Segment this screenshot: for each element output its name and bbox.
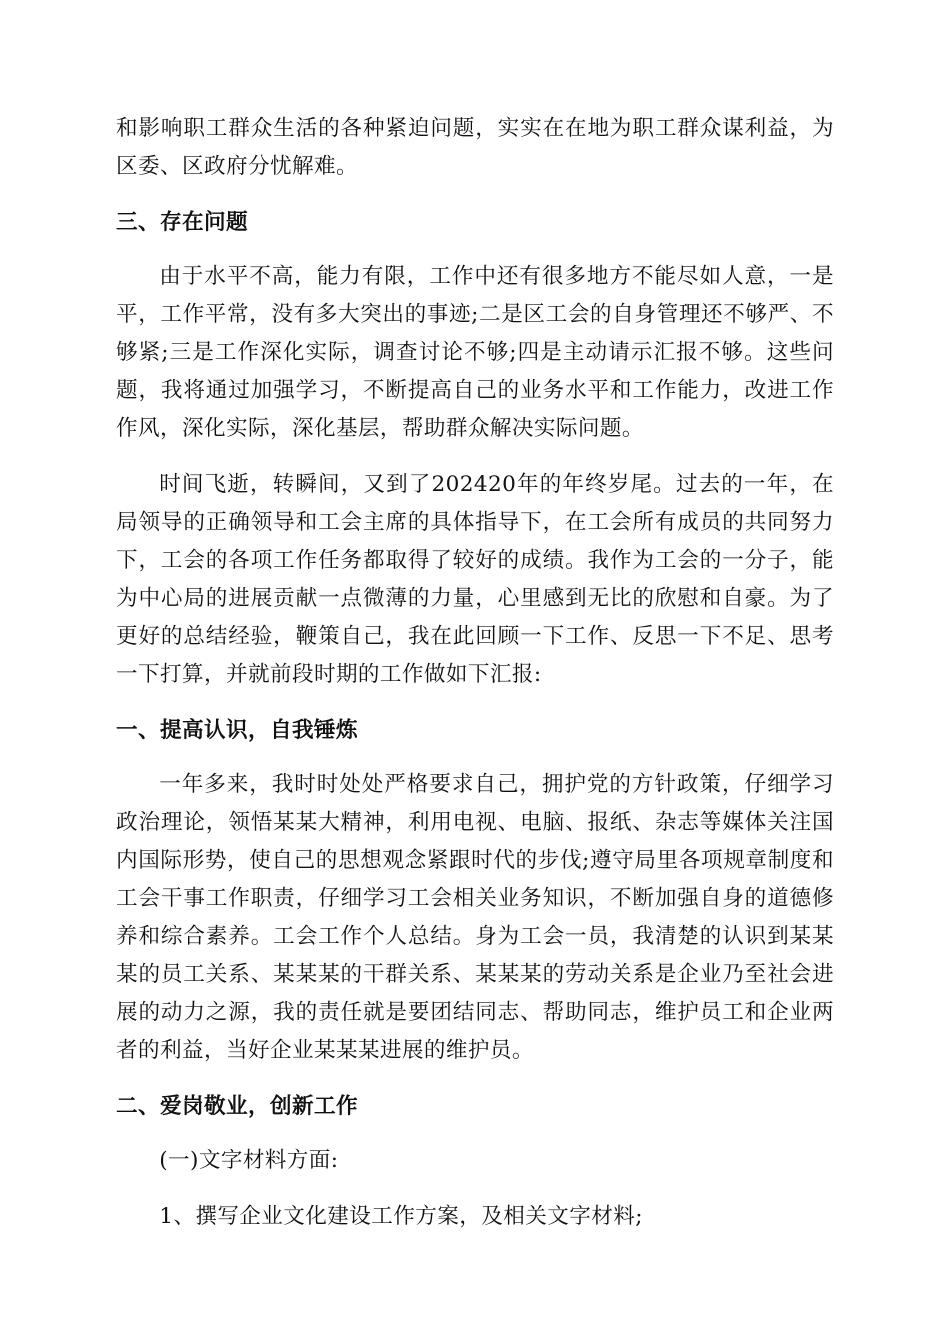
paragraph-continuation: 和影响职工群众生活的各种紧迫问题，实实在在地为职工群众谋利益，为区委、区政府分忧解难。: [116, 116, 834, 179]
spacer: [116, 1126, 834, 1142]
list-item: 1、撰写企业文化建设工作方案，及相关文字材料;: [159, 1204, 643, 1229]
spacer: [116, 242, 834, 258]
subsection-written-materials: (一)文字材料方面:: [159, 1148, 339, 1173]
paragraph-year-review: 时间飞逝，转瞬间，又到了202420年的年终岁尾。过去的一年，在局领导的正确领导和工会主席的具体指导下，在工会所有成员的共同努力下，工会的各项工作任务都取得了较好的成绩。我作为工会的一分子，能为中心局的进展贡献一点微薄的力量，心里感到无比的欣慰和自豪。为了更好的总结经验，鞭策自己，我在此回顾一下工作、反思一下不足、思考一下打算，并就前段时期的工作做如下汇报:: [116, 472, 834, 687]
section-heading-problems: 三、存在问题: [116, 210, 248, 235]
spacer: [116, 186, 834, 204]
spacer: [116, 1180, 834, 1198]
spacer: [116, 694, 834, 712]
spacer: [116, 1070, 834, 1088]
section-heading-awareness: 一、提高认识，自我锤炼: [116, 718, 358, 743]
section-heading-dedication: 二、爱岗敬业，创新工作: [116, 1094, 358, 1119]
spacer: [116, 750, 834, 766]
document-body: [116, 110, 834, 1236]
spacer: [116, 448, 834, 466]
paragraph-problems: 由于水平不高，能力有限，工作中还有很多地方不能尽如人意，一是平，工作平常，没有多大突出的事迹;二是区工会的自身管理还不够严、不够紧;三是工作深化实际，调查讨论不够;四是主动请示汇报不够。这些问题，我将通过加强学习，不断提高自己的业务水平和工作能力，改进工作作风，深化实际，深化基层，帮助群众解决实际问题。: [116, 264, 834, 441]
paragraph-awareness: 一年多来，我时时处处严格要求自己，拥护党的方针政策，仔细学习政治理论，领悟某某大精神，利用电视、电脑、报纸、杂志等媒体关注国内国际形势，使自己的思想观念紧跟时代的步伐;遵守局里各项规章制度和工会干事工作职责，仔细学习工会相关业务知识，不断加强自身的道德修养和综合素养。工会工作个人总结。身为工会一员，我清楚的认识到某某某的员工关系、某某某的干群关系、某某某的劳动关系是企业乃至社会进展的动力之源，我的责任就是要团结同志、帮助同志，维护员工和企业两者的利益，当好企业某某某进展的维护员。: [116, 772, 834, 1063]
